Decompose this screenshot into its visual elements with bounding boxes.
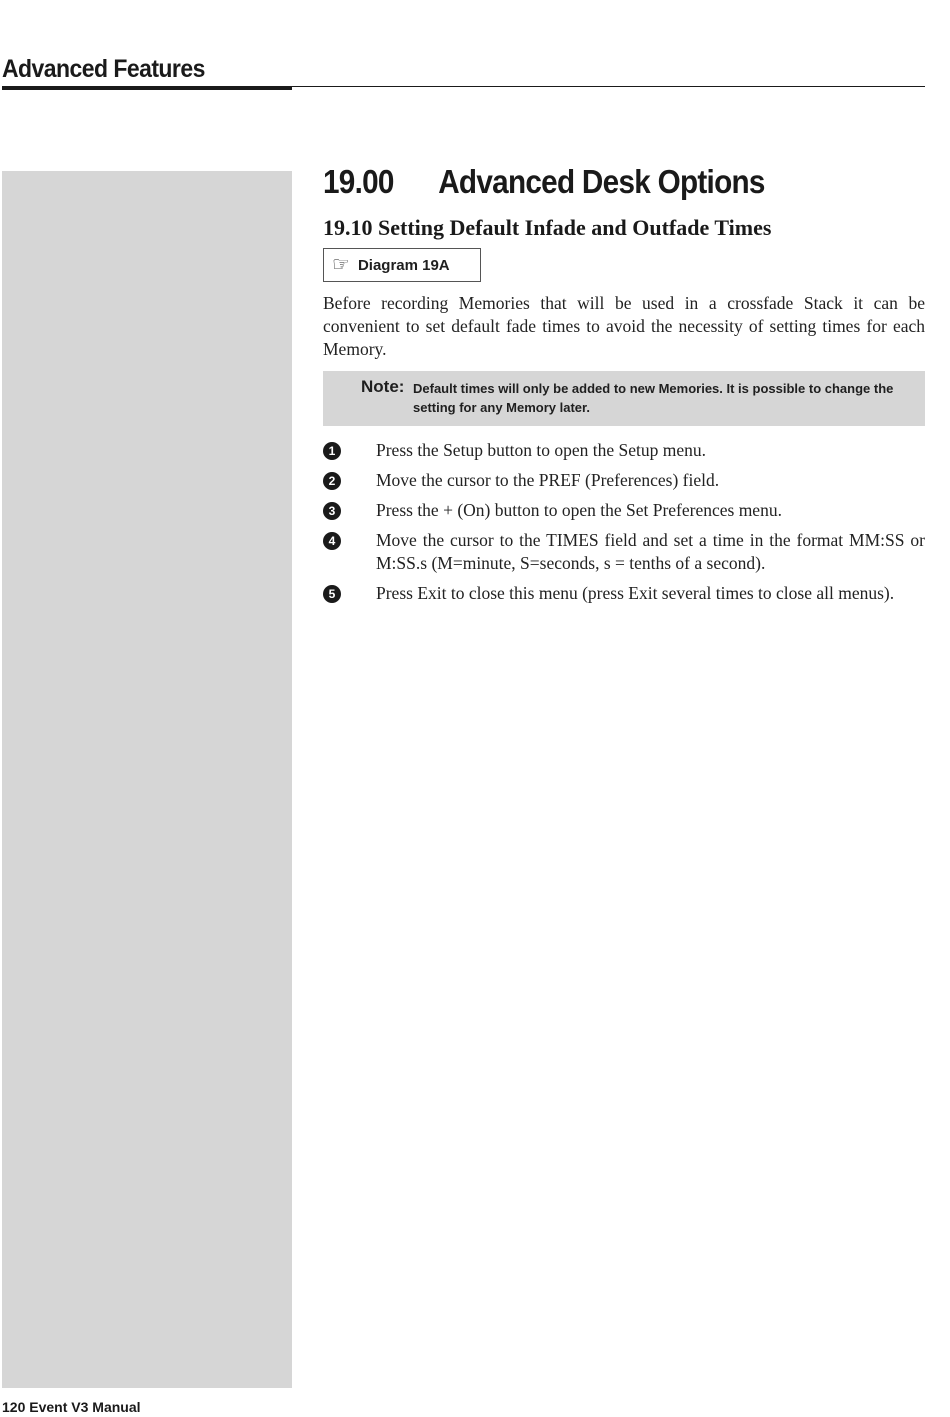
step-text: Move the cursor to the PREF (Preferences) field. [376, 470, 720, 490]
intro-paragraph: Before recording Memories that will be used in a crossfade Stack it can be convenient to set default fade times to avoid the necessity of setting times for each Memory. [323, 293, 925, 359]
steps-list [323, 439, 925, 605]
note-box [323, 371, 925, 426]
sidebar-margin [2, 171, 292, 1388]
header-rule-thick [2, 86, 292, 90]
main-content [323, 160, 925, 612]
step-item [323, 499, 925, 522]
chapter-title: Advanced Desk Options [438, 163, 765, 200]
step-number-badge: 5 [323, 585, 341, 603]
step-number-badge: 2 [323, 472, 341, 490]
step-item [323, 469, 925, 492]
step-number-badge: 4 [323, 532, 341, 550]
step-text: Move the cursor to the TIMES field and set a time in the format MM:SS or M:SS.s (M=minute, S=seconds, s = tenths of a second). [376, 530, 925, 573]
section-header: Advanced Features [2, 55, 205, 83]
step-text: Press the + (On) button to open the Set Preferences menu. [376, 500, 782, 520]
step-text: Press the Setup button to open the Setup menu. [376, 440, 707, 460]
diagram-label: Diagram 19A [357, 256, 450, 274]
step-item [323, 582, 925, 605]
step-number-badge: 1 [323, 442, 341, 460]
pointing-hand-icon: ☞ [332, 254, 350, 276]
step-item [323, 529, 925, 575]
header-rule-thin [292, 86, 925, 87]
chapter-heading [323, 160, 865, 204]
section-heading: 19.10 Setting Default Infade and Outfade Times [323, 215, 772, 240]
step-text: Press Exit to close this menu (press Exit several times to close all menus). [376, 583, 895, 603]
step-number-badge: 3 [323, 502, 341, 520]
note-text: Default times will only be added to new Memories. It is possible to change the setting for any Memory later. [413, 381, 894, 415]
chapter-number: 19.00 [323, 163, 394, 200]
diagram-reference [323, 248, 481, 282]
page-footer: 120 Event V3 Manual [2, 1399, 141, 1415]
step-item [323, 439, 925, 462]
note-label: Note: [361, 377, 405, 396]
